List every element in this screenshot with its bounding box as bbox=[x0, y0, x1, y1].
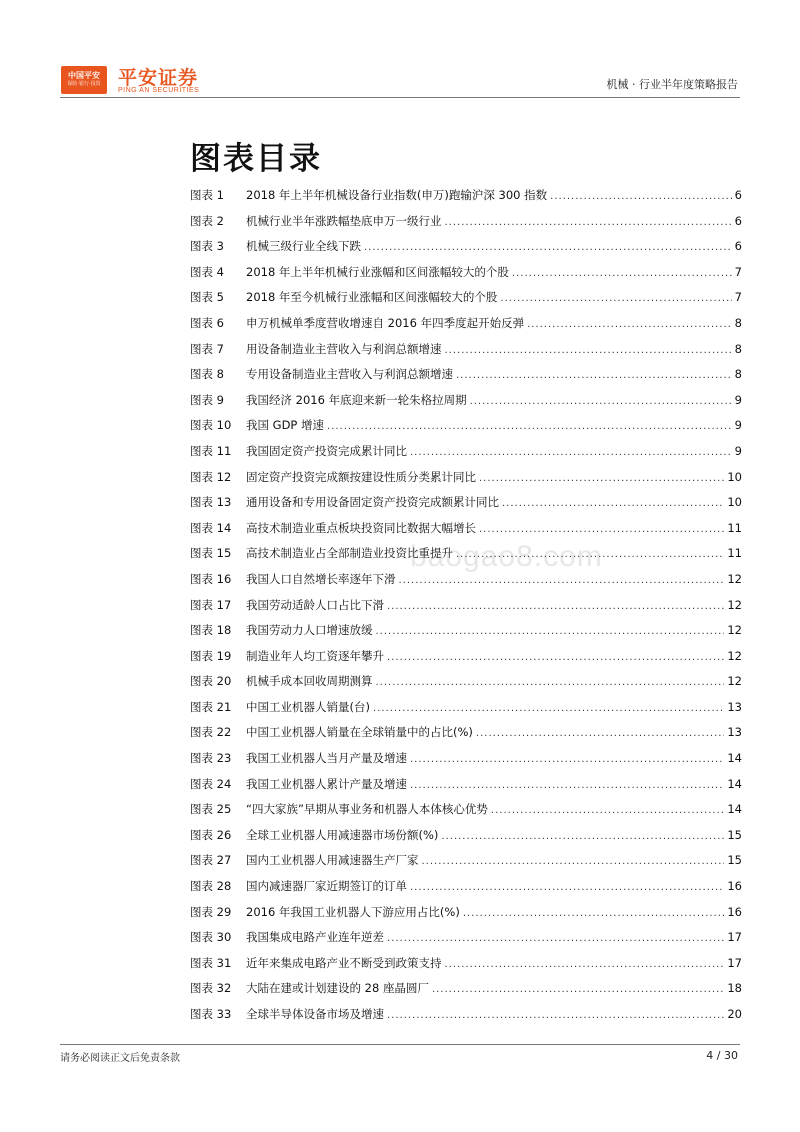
toc-entry[interactable] bbox=[190, 955, 742, 981]
toc-entry[interactable] bbox=[190, 699, 742, 725]
brand-name: 平安证券 bbox=[118, 67, 199, 89]
toc-page-number: 11 bbox=[727, 520, 742, 535]
toc-page-number: 12 bbox=[727, 571, 742, 586]
toc-dot-leader bbox=[550, 191, 732, 202]
toc-dot-leader bbox=[470, 396, 732, 407]
toc-page-number: 14 bbox=[727, 776, 742, 791]
toc-dot-leader bbox=[476, 728, 724, 739]
toc-figure-label: 图表 19 bbox=[190, 648, 232, 663]
toc-page-number: 17 bbox=[727, 955, 742, 970]
toc-page-number: 7 bbox=[734, 264, 742, 279]
toc-figure-label: 图表 31 bbox=[190, 955, 232, 970]
toc-dot-leader bbox=[527, 319, 732, 330]
toc-page-number: 6 bbox=[734, 213, 742, 228]
toc-dot-leader bbox=[502, 498, 724, 509]
toc-page-number: 16 bbox=[727, 879, 742, 894]
toc-figure-title: “四大家族”早期从事业务和机器人本体核心优势 bbox=[246, 802, 488, 817]
toc-entry[interactable] bbox=[190, 622, 742, 648]
toc-dot-leader bbox=[445, 217, 732, 228]
toc-dot-leader bbox=[387, 1010, 724, 1021]
toc-figure-label: 图表 1 bbox=[190, 188, 224, 202]
toc-page-number: 15 bbox=[727, 853, 742, 868]
toc-figure-title: 近年来集成电路产业不断受到政策支持 bbox=[246, 955, 442, 970]
toc-figure-title: 我国工业机器人累计产量及增速 bbox=[246, 776, 407, 791]
toc-dot-leader bbox=[479, 473, 724, 484]
page-header bbox=[0, 0, 800, 100]
toc-page-number: 14 bbox=[727, 751, 742, 766]
toc-dot-leader bbox=[410, 882, 724, 893]
toc-entry[interactable] bbox=[190, 904, 742, 930]
toc-page-number: 9 bbox=[734, 392, 742, 407]
toc-figure-title: 制造业年人均工资逐年攀升 bbox=[246, 648, 384, 663]
page-title: 图表目录 bbox=[190, 141, 322, 177]
toc-entry[interactable] bbox=[190, 289, 742, 315]
toc-figure-title: 全球工业机器人用减速器市场份额(%) bbox=[246, 827, 439, 842]
toc-dot-leader bbox=[376, 626, 725, 637]
ping-an-logo bbox=[61, 66, 107, 94]
toc-page-number: 11 bbox=[727, 546, 742, 561]
toc-figure-title: 机械手成本回收周期测算 bbox=[246, 674, 373, 689]
toc-figure-title: 国内工业机器人用减速器生产厂家 bbox=[246, 853, 419, 868]
toc-page-number: 14 bbox=[727, 802, 742, 817]
toc-page-number: 9 bbox=[734, 443, 742, 458]
toc-page-number: 12 bbox=[727, 674, 742, 689]
toc-entry[interactable] bbox=[190, 673, 742, 699]
toc-page-number: 12 bbox=[727, 648, 742, 663]
toc-entry[interactable] bbox=[190, 571, 742, 597]
toc-dot-leader bbox=[373, 703, 724, 714]
toc-dot-leader bbox=[512, 268, 732, 279]
toc-page-number: 20 bbox=[727, 1007, 742, 1021]
toc-figure-title: 2018 年上半年机械行业涨幅和区间涨幅较大的个股 bbox=[246, 264, 509, 279]
toc-figure-title: 2018 年至今机械行业涨幅和区间涨幅较大的个股 bbox=[246, 290, 498, 305]
toc-figure-title: 中国工业机器人销量(台) bbox=[246, 699, 370, 714]
toc-figure-label: 图表 10 bbox=[190, 418, 232, 433]
toc-entry[interactable] bbox=[190, 1006, 742, 1032]
toc-dot-leader bbox=[479, 524, 724, 535]
toc-entry[interactable] bbox=[190, 469, 742, 495]
toc-entry[interactable] bbox=[190, 776, 742, 802]
toc-figure-label: 图表 30 bbox=[190, 930, 232, 945]
toc-figure-title: 中国工业机器人销量在全球销量中的占比(%) bbox=[246, 725, 473, 740]
toc-entry[interactable] bbox=[190, 392, 742, 418]
toc-figure-label: 图表 3 bbox=[190, 239, 224, 254]
toc-page-number: 13 bbox=[727, 725, 742, 740]
toc-page-number: 12 bbox=[727, 597, 742, 612]
toc-page-number: 15 bbox=[727, 827, 742, 842]
toc-figure-title: 机械三级行业全线下跌 bbox=[246, 239, 361, 254]
toc-page-number: 18 bbox=[727, 981, 742, 996]
toc-dot-leader bbox=[387, 652, 724, 663]
logo-line1: 中国平安 bbox=[68, 71, 100, 80]
toc-figure-title: 我国经济 2016 年底迎来新一轮朱格拉周期 bbox=[246, 392, 467, 407]
toc-figure-title: 我国劳动力人口增速放缓 bbox=[246, 623, 373, 638]
toc-dot-leader bbox=[410, 447, 732, 458]
toc-figure-title: 申万机械单季度营收增速自 2016 年四季度起开始反弹 bbox=[246, 315, 525, 330]
toc-dot-leader bbox=[327, 421, 732, 432]
toc-page-number: 13 bbox=[727, 699, 742, 714]
toc-figure-label: 图表 9 bbox=[190, 392, 224, 407]
toc-figure-title: 用设备制造业主营收入与利润总额增速 bbox=[246, 341, 442, 356]
toc-page-number: 16 bbox=[727, 904, 742, 919]
toc-dot-leader bbox=[491, 805, 724, 816]
toc-figure-label: 图表 22 bbox=[190, 725, 232, 740]
toc-page-number: 10 bbox=[727, 495, 742, 510]
toc-page-number: 10 bbox=[727, 469, 742, 484]
toc-entry[interactable] bbox=[190, 801, 742, 827]
toc-page-number: 9 bbox=[734, 418, 742, 433]
toc-figure-label: 图表 18 bbox=[190, 623, 232, 638]
toc-figure-title: 我国工业机器人当月产量及增速 bbox=[246, 751, 407, 766]
toc-dot-leader bbox=[387, 933, 724, 944]
toc-entry[interactable] bbox=[190, 187, 742, 213]
toc-entry[interactable] bbox=[190, 417, 742, 443]
toc-figure-label: 图表 32 bbox=[190, 981, 232, 996]
toc-figure-label: 图表 20 bbox=[190, 674, 232, 689]
toc-figure-label: 图表 7 bbox=[190, 341, 224, 356]
toc-figure-title: 通用设备和专用设备固定资产投资完成额累计同比 bbox=[246, 495, 499, 510]
toc-figure-label: 图表 11 bbox=[190, 443, 232, 458]
toc-page-number: 8 bbox=[734, 315, 742, 330]
toc-figure-title: 固定资产投资完成额按建设性质分类累计同比 bbox=[246, 469, 476, 484]
toc-dot-leader bbox=[445, 959, 725, 970]
toc-figure-title: 我国 GDP 增速 bbox=[246, 418, 325, 433]
toc-entry[interactable] bbox=[190, 724, 742, 750]
toc-dot-leader bbox=[445, 345, 732, 356]
toc-figure-label: 图表 12 bbox=[190, 469, 232, 484]
toc-dot-leader bbox=[456, 370, 732, 381]
toc-dot-leader bbox=[422, 856, 725, 867]
header-divider bbox=[60, 97, 740, 98]
toc-dot-leader bbox=[410, 754, 724, 765]
disclaimer-note: 请务必阅读正文后免责条款 bbox=[60, 1053, 180, 1064]
toc-entry[interactable] bbox=[190, 315, 742, 341]
toc-page-number: 7 bbox=[734, 290, 742, 305]
toc-figure-label: 图表 14 bbox=[190, 520, 232, 535]
toc-entry[interactable] bbox=[190, 264, 742, 290]
toc-figure-label: 图表 25 bbox=[190, 802, 232, 817]
toc-dot-leader bbox=[399, 575, 725, 586]
toc-figure-title: 全球半导体设备市场及增速 bbox=[246, 1007, 384, 1021]
toc-page-number: 6 bbox=[734, 239, 742, 254]
toc-figure-title: 2016 年我国工业机器人下游应用占比(%) bbox=[246, 904, 460, 919]
toc-page-number: 8 bbox=[734, 367, 742, 382]
toc-figure-title: 高技术制造业占全部制造业投资比重提升 bbox=[246, 546, 453, 561]
toc-dot-leader bbox=[410, 780, 724, 791]
toc-figure-title: 我国固定资产投资完成累计同比 bbox=[246, 443, 407, 458]
toc-page-number: 6 bbox=[734, 188, 742, 202]
toc-figure-label: 图表 5 bbox=[190, 290, 224, 305]
toc-figure-title: 专用设备制造业主营收入与利润总额增速 bbox=[246, 367, 453, 382]
toc-figure-label: 图表 6 bbox=[190, 315, 224, 330]
toc-figure-label: 图表 27 bbox=[190, 853, 232, 868]
toc-figure-title: 机械行业半年涨跌幅垫底申万一级行业 bbox=[246, 213, 442, 228]
toc-figure-label: 图表 2 bbox=[190, 213, 224, 228]
toc-entry[interactable] bbox=[190, 878, 742, 904]
table-of-figures bbox=[190, 187, 742, 1032]
toc-figure-label: 图表 33 bbox=[190, 1007, 232, 1021]
toc-entry[interactable] bbox=[190, 213, 742, 239]
toc-figure-title: 高技术制造业重点板块投资同比数据大幅增长 bbox=[246, 520, 476, 535]
toc-figure-title: 我国劳动适龄人口占比下滑 bbox=[246, 597, 384, 612]
toc-figure-label: 图表 8 bbox=[190, 367, 224, 382]
toc-figure-label: 图表 21 bbox=[190, 699, 232, 714]
footer-divider bbox=[60, 1044, 740, 1045]
toc-entry[interactable] bbox=[190, 341, 742, 367]
toc-figure-title: 2018 年上半年机械设备行业指数(申万)跑输沪深 300 指数 bbox=[246, 188, 548, 202]
toc-page-number: 8 bbox=[734, 341, 742, 356]
toc-entry[interactable] bbox=[190, 443, 742, 469]
watermark: baogao8.com bbox=[410, 540, 603, 573]
toc-figure-title: 大陆在建或计划建设的 28 座晶圆厂 bbox=[246, 981, 429, 996]
toc-figure-label: 图表 4 bbox=[190, 264, 224, 279]
toc-entry[interactable] bbox=[190, 980, 742, 1006]
toc-figure-label: 图表 24 bbox=[190, 776, 232, 791]
toc-dot-leader bbox=[387, 601, 724, 612]
page-number: 4 / 30 bbox=[706, 1049, 738, 1062]
document-title: 机械 · 行业半年度策略报告 bbox=[606, 78, 738, 91]
toc-page-number: 17 bbox=[727, 930, 742, 945]
toc-entry[interactable] bbox=[190, 827, 742, 853]
toc-figure-title: 我国人口自然增长率逐年下滑 bbox=[246, 571, 396, 586]
toc-entry[interactable] bbox=[190, 929, 742, 955]
toc-entry[interactable] bbox=[190, 238, 742, 264]
toc-entry[interactable] bbox=[190, 648, 742, 674]
toc-figure-label: 图表 26 bbox=[190, 827, 232, 842]
toc-dot-leader bbox=[500, 293, 731, 304]
toc-entry[interactable] bbox=[190, 366, 742, 392]
toc-figure-label: 图表 17 bbox=[190, 597, 232, 612]
toc-figure-label: 图表 15 bbox=[190, 546, 232, 561]
toc-figure-label: 图表 16 bbox=[190, 571, 232, 586]
toc-dot-leader bbox=[432, 984, 724, 995]
toc-dot-leader bbox=[376, 677, 725, 688]
toc-page-number: 12 bbox=[727, 623, 742, 638]
toc-dot-leader bbox=[364, 242, 732, 253]
toc-entry[interactable] bbox=[190, 852, 742, 878]
toc-entry[interactable] bbox=[190, 597, 742, 623]
toc-figure-title: 国内减速器厂家近期签订的订单 bbox=[246, 879, 407, 894]
toc-figure-label: 图表 13 bbox=[190, 495, 232, 510]
toc-dot-leader bbox=[463, 908, 725, 919]
toc-figure-title: 我国集成电路产业连年逆差 bbox=[246, 930, 384, 945]
toc-entry[interactable] bbox=[190, 494, 742, 520]
toc-figure-label: 图表 28 bbox=[190, 879, 232, 894]
toc-figure-label: 图表 29 bbox=[190, 904, 232, 919]
logo-line2: 保险·银行·投资 bbox=[67, 81, 101, 87]
brand-name-en: PING AN SECURITIES bbox=[118, 87, 200, 94]
toc-figure-label: 图表 23 bbox=[190, 751, 232, 766]
toc-entry[interactable] bbox=[190, 750, 742, 776]
toc-dot-leader bbox=[441, 831, 724, 842]
